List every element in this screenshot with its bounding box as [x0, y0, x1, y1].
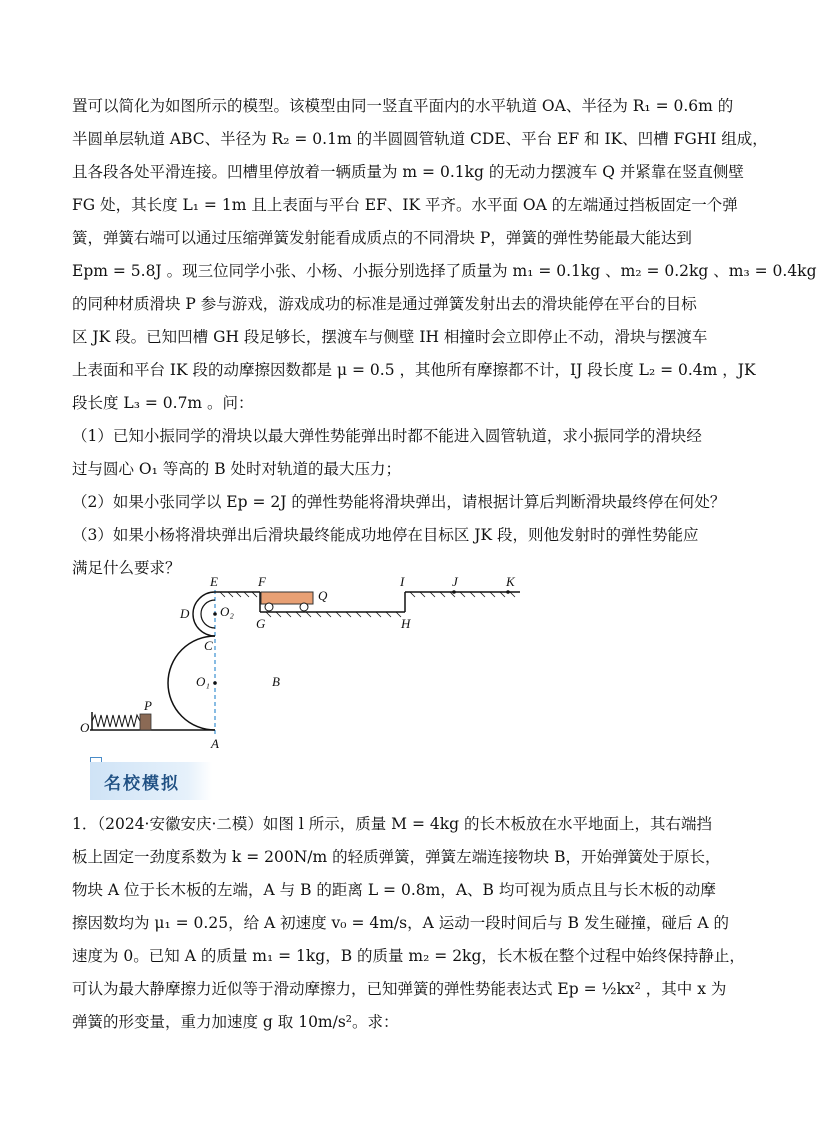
tube-inner	[201, 600, 215, 628]
tube-outer	[193, 592, 215, 636]
label-f: F	[258, 574, 266, 589]
label-j: J	[452, 574, 458, 589]
label-b: B	[272, 674, 280, 689]
intro-line: 上表面和平台 IK 段的动摩擦因数都是 μ = 0.5 ，其他所有摩擦都不计，IJ 段长度 L₂ = 0.4m ，JK	[72, 361, 756, 379]
marker-j	[452, 590, 456, 594]
label-g: G	[256, 616, 266, 631]
label-p: P	[144, 698, 152, 713]
problem-line: 1．（2024·安徽安庆·二模）如图 l 所示，质量 M = 4kg 的长木板放在水平地面上，其右端挡	[72, 815, 712, 833]
question-list	[72, 420, 752, 585]
track-diagram	[80, 570, 540, 755]
intro-line: Epm = 5.8J 。现三位同学小张、小杨、小振分别选择了质量为 m₁ = 0.1kg 、m₂ = 0.2kg 、m₃ = 0.4kg	[72, 262, 817, 280]
car-wheel-left	[265, 603, 273, 611]
intro-line: 段长度 L₃ = 0.7m 。问：	[72, 394, 254, 412]
intro-line: 簧，弹簧右端可以通过压缩弹簧发射能看成质点的不同滑块 P，弹簧的弹性势能最大能达到	[72, 229, 692, 247]
question-line: （3）如果小杨将滑块弹出后滑块最终能成功地停在目标区 JK 段，则他发射时的弹性势能应	[72, 526, 699, 544]
problem-line: 速度为 0。已知 A 的质量 m₁ = 1kg，B 的质量 m₂ = 2kg，长木板在整个过程中始终保持静止，	[72, 947, 745, 965]
intro-line: 半圆单层轨道 ABC、半径为 R₂ = 0.1m 的半圆圆管轨道 CDE、平台 EF 和 IK、凹槽 FGHI 组成，	[72, 130, 768, 148]
label-o2: O₂	[220, 604, 234, 619]
intro-line: 且各段各处平滑连接。凹槽里停放着一辆质量为 m = 0.1kg 的无动力摆渡车 Q 并紧靠在竖直侧壁	[72, 163, 744, 181]
section-badge-label: 名校模拟	[104, 774, 180, 794]
label-d: D	[180, 606, 190, 621]
label-e: E	[210, 574, 218, 589]
block-p	[140, 714, 151, 730]
label-c: C	[204, 638, 213, 653]
problem-line: 物块 A 位于长木板的左端，A 与 B 的距离 L = 0.8m，A、B 均可视为质点且与长木板的动摩	[72, 881, 716, 899]
intro-line: 置可以简化为如图所示的模型。该模型由同一竖直平面内的水平轨道 OA、半径为 R₁ = 0.6m 的	[72, 97, 734, 115]
intro-line: FG 处，其长度 L₁ = 1m 且上表面与平台 EF、IK 平齐。水平面 OA 的左端通过挡板固定一个弹	[72, 196, 738, 214]
problem-line: 板上固定一劲度系数为 k = 200N/m 的轻质弹簧，弹簧左端连接物块 B，开始弹簧处于原长，	[72, 848, 721, 866]
marker-k	[506, 590, 510, 594]
label-k: K	[506, 574, 515, 589]
label-h: H	[401, 616, 411, 631]
label-a: A	[211, 736, 219, 751]
problem-line: 擦因数均为 μ₁ = 0.25，给 A 初速度 v₀ = 4m/s，A 运动一段时间后与 B 发生碰撞，碰后 A 的	[72, 914, 730, 932]
question-line: （2）如果小张同学以 Ep = 2J 的弹性势能将滑块弹出，请根据计算后判断滑块最终停在何处？	[72, 493, 726, 511]
spring	[92, 715, 140, 727]
label-i: I	[400, 574, 405, 589]
label-o1: O₁	[196, 674, 210, 689]
question-line: 满足什么要求？	[72, 559, 181, 577]
intro-paragraph	[72, 90, 817, 420]
ferry-car-q	[261, 592, 313, 604]
problem-1	[72, 808, 752, 1039]
intro-line: 的同种材质滑块 P 参与游戏，游戏成功的标准是通过弹簧发射出去的滑块能停在平台的目标	[72, 295, 697, 313]
center-o1	[213, 681, 217, 685]
problem-line: 弹簧的形变量，重力加速度 g 取 10m/s²。求：	[72, 1013, 399, 1031]
problem-line: 可认为最大静摩擦力近似等于滑动摩擦力，已知弹簧的弹性势能表达式 Ep = ½kx² ，其中 x 为	[72, 980, 727, 998]
label-o: O	[80, 720, 90, 735]
question-line: （1）已知小振同学的滑块以最大弹性势能弹出时都不能进入圆管轨道，求小振同学的滑块经	[72, 427, 702, 445]
car-wheel-right	[300, 603, 308, 611]
intro-line: 区 JK 段。已知凹槽 GH 段足够长，摆渡车与侧壁 IH 相撞时会立即停止不动，滑块与摆渡车	[72, 328, 708, 346]
question-line: 过与圆心 O₁ 等高的 B 处时对轨道的最大压力；	[72, 460, 402, 478]
center-o2	[213, 612, 217, 616]
label-q: Q	[318, 588, 328, 603]
